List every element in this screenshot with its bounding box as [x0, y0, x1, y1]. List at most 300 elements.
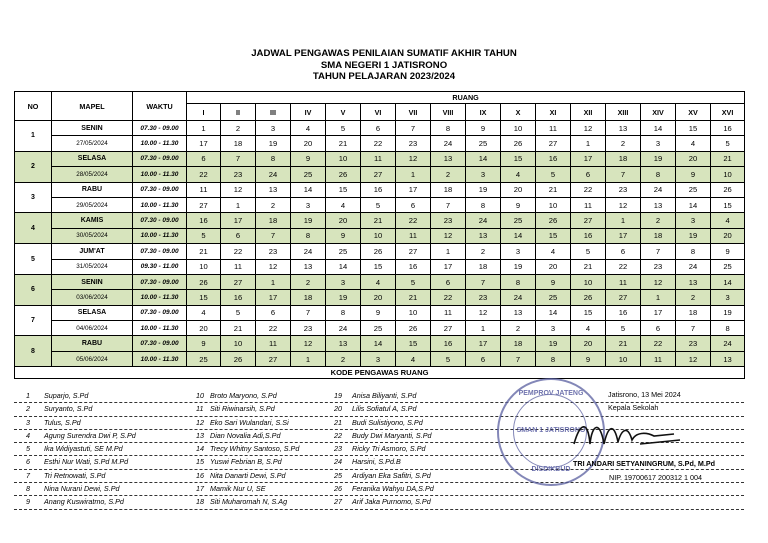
room-cell: 3: [291, 197, 326, 212]
pengawas-number: 3: [26, 417, 30, 427]
room-cell: 20: [187, 321, 221, 336]
header-ruang: RUANG: [187, 92, 745, 104]
room-header-8: VIII: [431, 104, 466, 121]
room-cell: 18: [676, 305, 711, 320]
room-cell: 15: [326, 182, 361, 197]
pengawas-name: Trecy Whitny Santoso, S.Pd: [210, 444, 300, 454]
pengawas-number: 27: [334, 497, 342, 507]
day-number: 8: [15, 336, 52, 367]
stamp-middle-text: SMAN 1 JATISRONO: [516, 427, 586, 434]
room-cell: 25: [501, 213, 536, 228]
room-cell: 21: [606, 336, 641, 351]
room-cell: 18: [501, 336, 536, 351]
room-cell: 24: [326, 321, 361, 336]
room-cell: 1: [431, 244, 466, 259]
room-cell: 23: [466, 290, 501, 305]
table-row: [15, 167, 745, 182]
room-cell: 20: [676, 151, 711, 166]
pengawas-name: Nita Danarti Dewi, S.Pd: [210, 470, 286, 480]
room-cell: 25: [711, 259, 745, 274]
room-cell: 26: [221, 351, 256, 366]
room-cell: 5: [606, 321, 641, 336]
session-time: 07.30 - 09.00: [133, 336, 187, 351]
room-cell: 25: [466, 136, 501, 151]
table-row: [15, 228, 745, 243]
room-cell: 3: [256, 121, 291, 136]
room-cell: 22: [256, 321, 291, 336]
room-cell: 3: [466, 167, 501, 182]
room-cell: 26: [326, 167, 361, 182]
day-number: 1: [15, 121, 52, 152]
room-cell: 17: [256, 290, 291, 305]
day-name: KAMIS: [52, 213, 133, 228]
room-cell: 27: [361, 167, 396, 182]
room-cell: 15: [501, 151, 536, 166]
room-cell: 2: [641, 213, 676, 228]
room-cell: 20: [536, 259, 571, 274]
room-cell: 22: [187, 167, 221, 182]
room-cell: 6: [641, 321, 676, 336]
room-cell: 14: [676, 197, 711, 212]
table-row: [15, 274, 745, 289]
room-cell: 25: [361, 321, 396, 336]
room-cell: 16: [221, 290, 256, 305]
room-cell: 19: [501, 259, 536, 274]
room-cell: 4: [676, 136, 711, 151]
day-name: RABU: [52, 182, 133, 197]
room-cell: 12: [221, 182, 256, 197]
room-cell: 24: [466, 213, 501, 228]
pengawas-number: 21: [334, 417, 342, 427]
day-date: 30/05/2024: [52, 228, 133, 243]
room-cell: 20: [571, 336, 606, 351]
pengawas-name: Suparjo, S.Pd: [44, 391, 89, 400]
kode-pengawas-title: KODE PENGAWAS RUANG: [15, 367, 745, 379]
room-cell: 1: [606, 213, 641, 228]
room-cell: 8: [466, 197, 501, 212]
room-cell: 17: [606, 228, 641, 243]
room-cell: 21: [361, 213, 396, 228]
room-cell: 25: [187, 351, 221, 366]
room-cell: 11: [221, 259, 256, 274]
room-cell: 22: [571, 182, 606, 197]
room-cell: 11: [641, 351, 676, 366]
room-cell: 2: [431, 167, 466, 182]
pengawas-name: Budi Sulistiyono, S.Pd: [352, 417, 423, 427]
room-cell: 15: [396, 336, 431, 351]
pengawas-number: 23: [334, 444, 342, 454]
room-cell: 8: [431, 121, 466, 136]
pengawas-number: 8: [26, 484, 30, 494]
room-cell: 5: [187, 228, 221, 243]
room-cell: 12: [256, 259, 291, 274]
session-time: 10.00 - 11.30: [133, 228, 187, 243]
room-cell: 12: [676, 351, 711, 366]
room-cell: 15: [536, 228, 571, 243]
room-cell: 22: [431, 290, 466, 305]
room-cell: 27: [536, 136, 571, 151]
room-cell: 8: [326, 305, 361, 320]
room-cell: 14: [466, 151, 501, 166]
session-time: 07.30 - 09.00: [133, 274, 187, 289]
room-header-14: XIV: [641, 104, 676, 121]
room-cell: 25: [676, 182, 711, 197]
room-cell: 19: [676, 228, 711, 243]
room-cell: 6: [606, 244, 641, 259]
room-cell: 11: [606, 274, 641, 289]
room-cell: 16: [711, 121, 745, 136]
pengawas-name: Budy Dwi Maryanti, S.Pd: [352, 430, 432, 440]
room-cell: 2: [606, 136, 641, 151]
room-cell: 7: [676, 321, 711, 336]
room-cell: 3: [326, 274, 361, 289]
table-row: [15, 336, 745, 351]
room-cell: 2: [326, 351, 361, 366]
room-cell: 5: [571, 244, 606, 259]
room-cell: 22: [221, 244, 256, 259]
day-number: 2: [15, 151, 52, 182]
room-cell: 13: [291, 259, 326, 274]
session-time: 10.00 - 11.30: [133, 290, 187, 305]
room-cell: 19: [256, 136, 291, 151]
room-cell: 25: [326, 244, 361, 259]
room-cell: 12: [431, 228, 466, 243]
room-cell: 13: [676, 274, 711, 289]
room-cell: 10: [606, 351, 641, 366]
room-cell: 19: [641, 151, 676, 166]
room-cell: 11: [256, 336, 291, 351]
room-cell: 8: [536, 351, 571, 366]
room-cell: 6: [256, 305, 291, 320]
room-cell: 18: [606, 151, 641, 166]
session-time: 10.00 - 11.30: [133, 351, 187, 366]
pengawas-number: 14: [196, 444, 204, 454]
pengawas-name: Mamik Nur U, SE: [210, 484, 266, 494]
room-cell: 1: [571, 136, 606, 151]
room-cell: 14: [326, 259, 361, 274]
pengawas-row: [14, 483, 744, 496]
signature-role: Kepala Sekolah: [608, 403, 659, 412]
session-time: 10.00 - 11.30: [133, 136, 187, 151]
signature-place-date: Jatisrono, 13 Mei 2024: [608, 390, 681, 399]
room-cell: 14: [536, 305, 571, 320]
room-cell: 4: [396, 351, 431, 366]
room-header-6: VI: [361, 104, 396, 121]
room-header-10: X: [501, 104, 536, 121]
day-date: 05/06/2024: [52, 351, 133, 366]
table-row: [15, 136, 745, 151]
room-cell: 9: [501, 197, 536, 212]
day-name: SELASA: [52, 305, 133, 320]
room-cell: 26: [711, 182, 745, 197]
pengawas-number: 11: [196, 404, 204, 414]
room-cell: 9: [571, 351, 606, 366]
day-name: SENIN: [52, 274, 133, 289]
table-row: [15, 259, 745, 274]
room-cell: 4: [187, 305, 221, 320]
room-cell: 13: [711, 351, 745, 366]
room-cell: 9: [711, 244, 745, 259]
room-cell: 6: [361, 121, 396, 136]
room-cell: 10: [361, 228, 396, 243]
table-row: [15, 197, 745, 212]
room-cell: 22: [606, 259, 641, 274]
room-cell: 4: [571, 321, 606, 336]
pengawas-number: 19: [334, 391, 342, 400]
room-cell: 7: [396, 121, 431, 136]
pengawas-name: Yuswi Febrian B, S.Pd: [210, 457, 282, 467]
room-cell: 10: [396, 305, 431, 320]
room-cell: 14: [501, 228, 536, 243]
pengawas-name: Eko Sari Wulandari, S.Si: [210, 417, 289, 427]
room-cell: 22: [361, 136, 396, 151]
pengawas-name: Dian Novalia Adi,S.Pd: [210, 430, 281, 440]
table-row: [15, 151, 745, 166]
table-row: [15, 182, 745, 197]
day-date: 31/05/2024: [52, 259, 133, 274]
stamp-top-text: PEMPROV JATENG: [518, 390, 584, 397]
room-cell: 27: [606, 290, 641, 305]
pengawas-name: Esthi Nur Wati, S.Pd M.Pd: [44, 457, 129, 467]
room-header-12: XII: [571, 104, 606, 121]
room-cell: 8: [676, 244, 711, 259]
room-cell: 13: [431, 151, 466, 166]
table-row: [15, 213, 745, 228]
room-cell: 26: [361, 244, 396, 259]
room-cell: 22: [641, 336, 676, 351]
room-cell: 27: [396, 244, 431, 259]
room-cell: 11: [536, 121, 571, 136]
room-cell: 5: [711, 136, 745, 151]
room-cell: 17: [641, 305, 676, 320]
pengawas-name: Feranika Wahyu DA,S.Pd: [352, 484, 434, 494]
room-cell: 13: [641, 197, 676, 212]
room-cell: 15: [676, 121, 711, 136]
stamp-bottom-text: DISDIKBUD: [531, 466, 571, 473]
room-cell: 2: [466, 244, 501, 259]
room-cell: 21: [326, 136, 361, 151]
pengawas-number: 6: [26, 457, 30, 467]
room-cell: 5: [431, 351, 466, 366]
document-title: [0, 48, 768, 83]
room-cell: 10: [187, 259, 221, 274]
room-cell: 26: [571, 290, 606, 305]
room-cell: 15: [711, 197, 745, 212]
room-cell: 18: [466, 259, 501, 274]
title-line-3: TAHUN PELAJARAN 2023/2024: [312, 71, 456, 82]
room-cell: 10: [221, 336, 256, 351]
room-cell: 5: [396, 274, 431, 289]
room-cell: 13: [501, 305, 536, 320]
room-cell: 25: [536, 290, 571, 305]
room-cell: 18: [291, 290, 326, 305]
room-cell: 11: [187, 182, 221, 197]
day-name: SELASA: [52, 151, 133, 166]
room-header-1: I: [187, 104, 221, 121]
room-cell: 24: [501, 290, 536, 305]
table-row: [15, 121, 745, 136]
room-cell: 13: [466, 228, 501, 243]
room-cell: 27: [571, 213, 606, 228]
room-cell: 21: [221, 321, 256, 336]
day-date: 27/05/2024: [52, 136, 133, 151]
table-row: [15, 305, 745, 320]
room-cell: 3: [501, 244, 536, 259]
pengawas-number: 5: [26, 444, 30, 454]
room-cell: 9: [676, 167, 711, 182]
room-cell: 12: [571, 121, 606, 136]
room-cell: 20: [501, 182, 536, 197]
room-cell: 10: [536, 197, 571, 212]
room-cell: 7: [256, 228, 291, 243]
schedule-table: [14, 91, 745, 379]
room-cell: 1: [396, 167, 431, 182]
room-cell: 7: [641, 244, 676, 259]
session-time: 07.30 - 09.00: [133, 305, 187, 320]
room-cell: 16: [536, 151, 571, 166]
pengawas-number: 15: [196, 457, 204, 467]
room-cell: 24: [256, 167, 291, 182]
room-cell: 23: [431, 213, 466, 228]
room-cell: 4: [536, 244, 571, 259]
room-cell: 1: [291, 351, 326, 366]
day-name: RABU: [52, 336, 133, 351]
session-time: 09.30 - 11.00: [133, 259, 187, 274]
signature-name: TRI ANDARI SETYANINGRUM, S.Pd, M.Pd: [573, 459, 716, 468]
room-cell: 24: [431, 136, 466, 151]
pengawas-name: Arif Jaka Purnomo, S.Pd: [352, 497, 431, 507]
day-number: 4: [15, 213, 52, 244]
day-name: SENIN: [52, 121, 133, 136]
day-date: 29/05/2024: [52, 197, 133, 212]
room-header-7: VII: [396, 104, 431, 121]
room-cell: 10: [571, 274, 606, 289]
room-cell: 14: [641, 121, 676, 136]
room-cell: 13: [606, 121, 641, 136]
room-cell: 20: [361, 290, 396, 305]
pengawas-number: 7: [26, 470, 30, 480]
room-cell: 16: [361, 182, 396, 197]
pengawas-name: Ardiyan Eka Safitri, S.Pd: [352, 470, 431, 480]
pengawas-name: Ika Widiyastuti, SE M.Pd: [44, 444, 123, 454]
room-cell: 5: [221, 305, 256, 320]
room-cell: 4: [711, 213, 745, 228]
pengawas-name: Siti Riwinarsih, S.Pd: [210, 404, 275, 414]
room-header-9: IX: [466, 104, 501, 121]
table-row: [15, 321, 745, 336]
pengawas-row: [14, 496, 744, 509]
room-cell: 5: [326, 121, 361, 136]
signature-nip: NIP. 19700617 200312 1 004: [609, 473, 702, 482]
session-time: 07.30 - 09.00: [133, 121, 187, 136]
room-cell: 19: [466, 182, 501, 197]
room-cell: 3: [676, 213, 711, 228]
pengawas-number: 13: [196, 430, 204, 440]
signature-scribble: [570, 414, 690, 454]
pengawas-name: Broto Maryono, S.Pd: [210, 391, 277, 400]
room-cell: 11: [431, 305, 466, 320]
room-cell: 23: [396, 136, 431, 151]
room-cell: 23: [641, 259, 676, 274]
room-cell: 17: [466, 336, 501, 351]
pengawas-name: Harsini, S.Pd.B: [352, 457, 401, 467]
room-cell: 24: [676, 259, 711, 274]
table-row: [15, 351, 745, 366]
room-cell: 3: [536, 321, 571, 336]
room-cell: 21: [536, 182, 571, 197]
room-cell: 27: [431, 321, 466, 336]
room-cell: 10: [711, 167, 745, 182]
room-cell: 26: [187, 274, 221, 289]
day-number: 6: [15, 274, 52, 305]
room-cell: 24: [711, 336, 745, 351]
schedule-body: [15, 121, 745, 367]
day-number: 3: [15, 182, 52, 213]
room-cell: 17: [221, 213, 256, 228]
room-cell: 3: [361, 351, 396, 366]
pengawas-number: 9: [26, 497, 30, 507]
room-cell: 18: [431, 182, 466, 197]
room-cell: 6: [466, 351, 501, 366]
room-cell: 7: [606, 167, 641, 182]
day-number: 7: [15, 305, 52, 336]
pengawas-name: Nina Nurani Dewi, S.Pd: [44, 484, 120, 494]
pengawas-number: 10: [196, 391, 204, 400]
room-cell: 16: [431, 336, 466, 351]
room-cell: 16: [606, 305, 641, 320]
room-cell: 26: [501, 136, 536, 151]
room-cell: 25: [291, 167, 326, 182]
session-time: 10.00 - 11.30: [133, 167, 187, 182]
day-number: 5: [15, 244, 52, 275]
room-cell: 11: [571, 197, 606, 212]
room-cell: 21: [711, 151, 745, 166]
room-cell: 18: [641, 228, 676, 243]
pengawas-number: 17: [196, 484, 204, 494]
room-cell: 9: [466, 121, 501, 136]
room-cell: 14: [711, 274, 745, 289]
pengawas-number: 1: [26, 391, 30, 400]
room-cell: 19: [711, 305, 745, 320]
room-header-11: XI: [536, 104, 571, 121]
pengawas-number: 24: [334, 457, 342, 467]
day-name: JUM'AT: [52, 244, 133, 259]
room-cell: 17: [571, 151, 606, 166]
room-cell: 16: [187, 213, 221, 228]
room-cell: 15: [361, 259, 396, 274]
room-cell: 4: [361, 274, 396, 289]
pengawas-number: 16: [196, 470, 204, 480]
room-header-16: XVI: [711, 104, 745, 121]
room-cell: 8: [711, 321, 745, 336]
room-cell: 2: [676, 290, 711, 305]
pengawas-number: 22: [334, 430, 342, 440]
room-cell: 27: [187, 197, 221, 212]
room-cell: 6: [221, 228, 256, 243]
room-cell: 15: [187, 290, 221, 305]
room-cell: 2: [291, 274, 326, 289]
room-cell: 1: [466, 321, 501, 336]
room-cell: 4: [326, 197, 361, 212]
room-header-5: V: [326, 104, 361, 121]
header-mapel: MAPEL: [52, 92, 133, 121]
room-cell: 1: [641, 290, 676, 305]
room-cell: 20: [326, 213, 361, 228]
room-cell: 15: [571, 305, 606, 320]
room-cell: 18: [256, 213, 291, 228]
room-cell: 8: [291, 228, 326, 243]
room-cell: 12: [466, 305, 501, 320]
